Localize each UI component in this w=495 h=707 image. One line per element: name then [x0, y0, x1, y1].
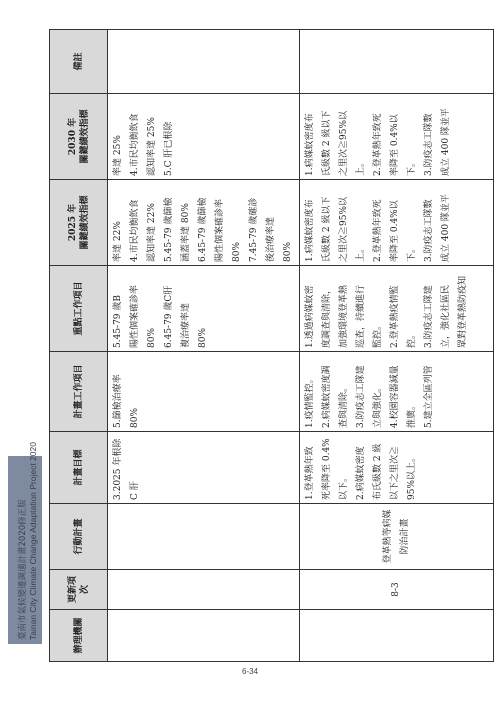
col-kpi-2030: 2030 年 關鍵績效指標	[50, 94, 108, 180]
cell-text-line: 之里次≧95%以	[339, 110, 349, 176]
cell-plan	[108, 504, 300, 570]
cell-text-line: 3.防疫志工隊數	[424, 199, 434, 262]
cell-work-items	[300, 352, 494, 432]
cell-text-line: 7.45-79 歲確診	[249, 197, 259, 262]
cell-text-line: 立與強化。	[373, 382, 383, 428]
cell-text-line: 陽性個案確診率	[215, 198, 225, 262]
document-header	[18, 442, 38, 640]
cell-text-line: 眾對登革熱防疫知	[458, 275, 468, 348]
cell-text-line: 認知率達 22%	[147, 203, 157, 262]
cell-plan: 登革熱等病媒防治計畫	[300, 504, 494, 570]
cell-text-line: 率降至 0.4%以	[390, 200, 400, 262]
col-agency: 辦理機關	[50, 610, 108, 662]
cell-work-items	[108, 352, 300, 432]
cell-key-items	[108, 266, 300, 352]
cell-text-line: 6.45-79 歲C肝	[164, 285, 174, 348]
cell-text-line: 上。	[356, 157, 366, 176]
cell-kpi-2030	[300, 94, 494, 180]
cell-text-line: 成立 400 隊並平	[441, 194, 451, 262]
cell-text-line: 1.透過病媒蚊密	[305, 285, 315, 348]
cell-text-line: 複治療率達	[181, 302, 191, 348]
table-row	[108, 30, 300, 662]
cell-text-line: 以下。	[339, 472, 349, 500]
cell-text-line: 加強環境登革熱	[339, 284, 349, 348]
col-goal: 計畫目標	[50, 432, 108, 504]
cell-text-line: 80%	[130, 407, 140, 428]
table-header-row	[50, 30, 108, 662]
cell-text-line: 5.C 肝已根除	[164, 121, 174, 176]
cell-text-line: 上。	[356, 243, 366, 262]
cell-text-line: 2.病媒蚊密度調	[322, 365, 332, 428]
cell-text-line: 率降至 0.4%以	[390, 114, 400, 176]
cell-text-line: 80%	[283, 241, 293, 262]
cell-text-line: 5.篩檢治療率	[113, 374, 123, 428]
cell-text-line: 死率降至 0.4%	[322, 438, 332, 500]
cell-text-line: 下。	[407, 243, 417, 262]
cell-text-line: 80%	[198, 327, 208, 348]
cell-goal	[108, 432, 300, 504]
cell-text-line: 控。	[407, 329, 417, 348]
cell-text-line: 度調查與清除，	[322, 284, 332, 348]
header-title: 臺南市氣候變遷調適計畫2020修正版	[18, 499, 28, 640]
cell-text-line: 95%以上。	[407, 452, 417, 500]
col-key-items: 重點工作項目	[50, 266, 108, 352]
cell-text-line: 涵蓋率達 80%	[181, 203, 191, 262]
cell-text-line: 6.45-79 歲篩檢	[198, 197, 208, 262]
cell-text-line: 以下之里次≧	[390, 445, 400, 500]
action-plan-table	[49, 29, 494, 662]
cell-text-line: 80%	[232, 241, 242, 262]
cell-text-line: 4.市民均衡飲食	[130, 113, 140, 176]
page-number: 6-34	[242, 667, 259, 676]
cell-text-line: 80%	[147, 327, 157, 348]
col-plan: 行動計畫	[50, 504, 108, 570]
cell-text-line: 3.防疫志工隊建	[424, 285, 434, 348]
cell-text-line: 陽性個案確診率	[130, 284, 140, 348]
cell-kpi-2030	[108, 94, 300, 180]
col-note: 備註	[50, 30, 108, 94]
cell-goal	[300, 432, 494, 504]
cell-text-line: 4.校園容器減量	[390, 365, 400, 428]
col-kpi-2025: 2025 年 關鍵績效指標	[50, 180, 108, 266]
cell-text-line: 2.登革熱年致死	[373, 199, 383, 262]
cell-text-line: 下。	[407, 157, 417, 176]
cell-text-line: 3.2025 年根除	[113, 438, 123, 500]
table-body	[108, 30, 494, 662]
cell-text-line: 查與清除。	[339, 382, 349, 428]
cell-text-line: 2.登革熱疫情監	[390, 285, 400, 348]
cell-text-line: 1.病媒蚊密度布	[305, 113, 315, 176]
col-work-items: 計畫工作項目	[50, 352, 108, 432]
cell-text-line: 監控。	[373, 320, 383, 348]
cell-agency	[300, 610, 494, 662]
cell-item-no: 8-3	[300, 570, 494, 610]
cell-text-line: 巡查，持續進行	[356, 284, 366, 348]
header-subtitle: Tainan City Climate Change Adaptation Project 2020	[28, 442, 38, 640]
cell-note	[300, 30, 494, 94]
cell-text-line: 1.登革熱年致	[305, 446, 315, 500]
cell-text-line: 後治療率達	[266, 216, 276, 262]
cell-item-no	[108, 570, 300, 610]
cell-text-line: 氏級數 2 級以下	[322, 196, 332, 262]
cell-text-line: 4.市民均衡飲食	[130, 199, 140, 262]
cell-text-line: 1.疫情監控。	[305, 374, 315, 428]
col-item-no: 更新項次	[50, 570, 108, 610]
cell-text-line: 率達 25%	[113, 135, 123, 176]
cell-key-items	[300, 266, 494, 352]
cell-note	[108, 30, 300, 94]
cell-agency	[108, 610, 300, 662]
cell-text-line: 2.病媒蚊密度	[356, 446, 366, 500]
cell-kpi-2025	[300, 180, 494, 266]
cell-text-line: 3.防疫志工隊數	[424, 113, 434, 176]
cell-text-line: 氏級數 2 級以下	[322, 110, 332, 176]
cell-text-line: 成立 400 隊並平	[441, 108, 451, 176]
cell-text-line: 2.登革熱年致死	[373, 113, 383, 176]
cell-text-line: 1.病媒蚊密度布	[305, 199, 315, 262]
cell-text-line: 之里次≧95%以	[339, 196, 349, 262]
cell-text-line: 5.建立全區列管	[424, 365, 434, 428]
cell-text-line: 認知率達 25%	[147, 117, 157, 176]
cell-text-line: 布氏級數 2 級	[373, 443, 383, 500]
table-row	[300, 30, 494, 662]
cell-text-line: 立，強化社區民	[441, 284, 451, 348]
cell-text-line: 率達 22%	[113, 221, 123, 262]
cell-text-line: 推廣。	[407, 400, 417, 428]
cell-kpi-2025	[108, 180, 300, 266]
cell-text-line: 3.防疫志工隊建	[356, 365, 366, 428]
action-plan-table-rotated	[49, 30, 481, 662]
cell-text-line: 5.45-79 歲篩檢	[164, 197, 174, 262]
cell-text-line: 5.45-79 歲B	[113, 294, 123, 348]
cell-text-line: C 肝	[130, 481, 140, 500]
